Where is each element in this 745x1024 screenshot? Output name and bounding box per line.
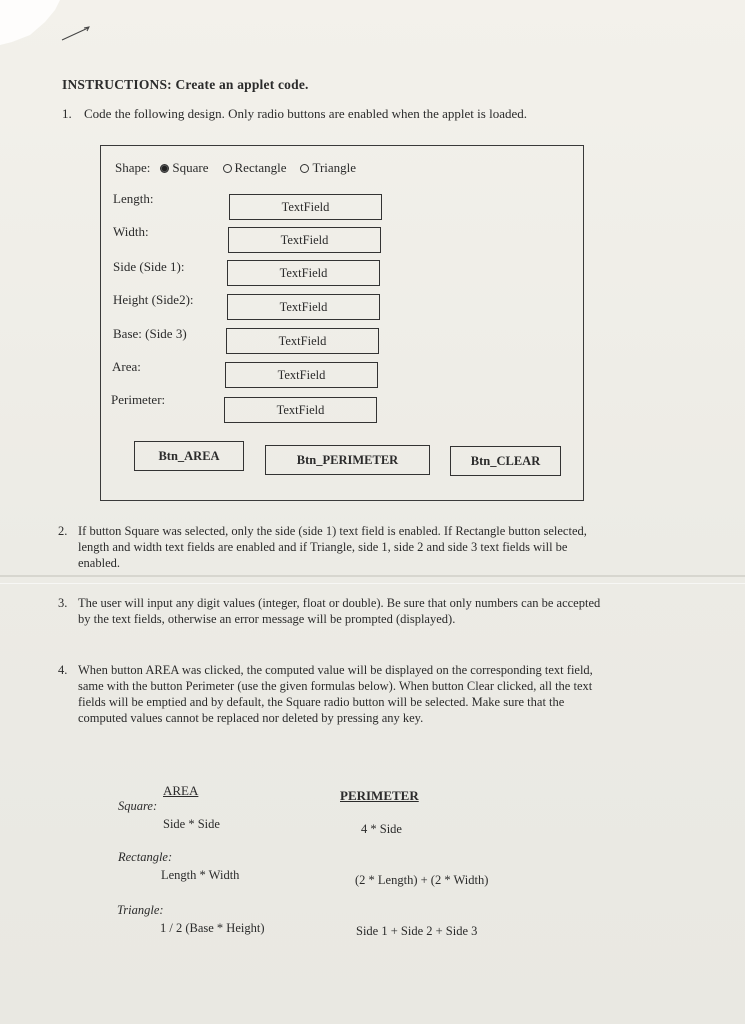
shape-name-triangle: Triangle: — [117, 903, 164, 917]
area-column-title: AREA — [163, 783, 199, 798]
base-textfield[interactable]: TextField — [226, 328, 379, 354]
radio-square[interactable] — [160, 160, 208, 176]
field-label-height: Height (Side2): — [113, 292, 194, 307]
heading-bold: INSTRUCTIONS: — [62, 77, 172, 92]
torn-corner-mark — [0, 0, 95, 60]
perimeter-formula-rectangle: (2 * Length) + (2 * Width) — [355, 873, 489, 887]
radio-label: Triangle — [312, 160, 357, 175]
item-number: 2. — [58, 524, 68, 538]
radio-dot-icon — [160, 164, 169, 173]
instruction-item-2 — [58, 523, 606, 571]
heading-rest: Create an applet code. — [175, 77, 309, 92]
instruction-item-4 — [58, 662, 606, 726]
radio-label: Square — [172, 160, 209, 175]
perimeter-textfield[interactable]: TextField — [224, 397, 377, 423]
field-label-length: Length: — [113, 191, 154, 206]
item-number: 1. — [62, 106, 72, 121]
fold-highlight — [0, 583, 745, 584]
fold-line — [0, 575, 745, 577]
clear-button[interactable]: Btn_CLEAR — [450, 446, 561, 476]
width-textfield[interactable]: TextField — [228, 227, 381, 253]
field-label-width: Width: — [113, 224, 149, 239]
item-text: Code the following design. Only radio buttons are enabled when the applet is loaded. — [84, 106, 527, 121]
item-text: When button AREA was clicked, the computed value will be displayed on the corresponding text field, same with the button Perimeter (use the given formulas below). When button Clear clicked, all the text fields will be emptied and by default, the Square radio button will be selected. Make sure that the computed values cannot be replaced nor deleted by pressing any key. — [78, 663, 593, 725]
perimeter-button[interactable]: Btn_PERIMETER — [265, 445, 430, 475]
field-label-side1: Side (Side 1): — [113, 259, 185, 274]
height-textfield[interactable]: TextField — [227, 294, 380, 320]
item-text: The user will input any digit values (integer, float or double). Be sure that only numbers can be accepted by the text fields, otherwise an error message will be prompted (displayed). — [78, 596, 601, 626]
radio-dot-icon — [223, 164, 232, 173]
area-formula-triangle: 1 / 2 (Base * Height) — [160, 921, 265, 935]
length-textfield[interactable]: TextField — [229, 194, 382, 220]
item-number: 4. — [58, 663, 68, 677]
area-formula-square: Side * Side — [163, 817, 220, 831]
radio-triangle[interactable] — [300, 160, 356, 176]
field-label-perimeter: Perimeter: — [111, 392, 166, 407]
perimeter-formula-triangle: Side 1 + Side 2 + Side 3 — [356, 924, 478, 938]
shape-name-square: Square: — [118, 799, 158, 813]
radio-dot-icon — [300, 164, 309, 173]
area-formula-rectangle: Length * Width — [161, 868, 240, 882]
shape-radio-group — [115, 160, 356, 176]
perimeter-formula-square: 4 * Side — [361, 822, 402, 836]
field-label-base: Base: (Side 3) — [113, 326, 187, 341]
instructions-heading — [62, 77, 309, 93]
item-number: 3. — [58, 596, 68, 610]
area-textfield[interactable]: TextField — [225, 362, 378, 388]
radio-label: Rectangle — [234, 160, 287, 175]
area-button[interactable]: Btn_AREA — [134, 441, 244, 471]
shape-label: Shape: — [115, 160, 151, 175]
radio-rectangle[interactable] — [223, 160, 287, 176]
instruction-item-3 — [58, 595, 606, 627]
side1-textfield[interactable]: TextField — [227, 260, 380, 286]
field-label-area: Area: — [112, 359, 141, 374]
item-text: If button Square was selected, only the side (side 1) text field is enabled. If Rectangle button selected, length and width text fields are enabled and if Triangle, side 1, side 2 and side 3 text fields will be enabled. — [78, 524, 587, 570]
perimeter-column-title: PERIMETER — [340, 788, 419, 803]
shape-name-rectangle: Rectangle: — [118, 850, 173, 864]
instruction-item-1 — [62, 106, 527, 122]
